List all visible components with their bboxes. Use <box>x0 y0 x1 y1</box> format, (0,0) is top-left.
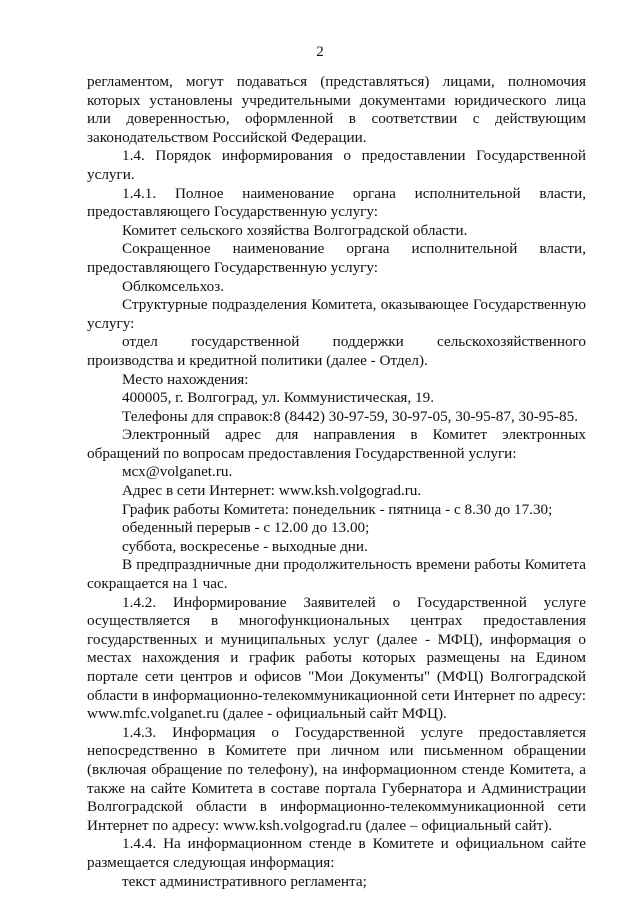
paragraph: Телефоны для справок:8 (8442) 30-97-59, 30-97-05, 30-95-87, 30-95-85. <box>122 407 579 425</box>
paragraph: Электронный адрес для направления в Комитет электронных обращений по вопросам предоставления Государственной услуги: <box>87 426 586 462</box>
page-number: 2 <box>316 44 324 60</box>
paragraph: Облкомсельхоз. <box>122 277 224 295</box>
paragraph: Структурные подразделения Комитета, оказывающее Государственную услугу: <box>87 296 586 332</box>
document-body <box>87 73 586 891</box>
paragraph: отдел государственной поддержки сельскохозяйственного производства и кредитной политики (далее - Отдел). <box>87 333 586 369</box>
paragraph: 1.4.2. Информирование Заявителей о Государственной услуге осуществляется в многофункциональных центрах предоставления государственных и муниципальных услуг (далее - МФЦ), информация о местах нахождения и график работы которых размещены на Едином портале сети центров и офисов "Мои Документы" (МФЦ) Волгоградской области в информационно-телекоммуникационной сети Интернет по адресу: www.mfc.volganet.ru (далее - официальный сайт МФЦ). <box>87 593 586 723</box>
paragraph: 1.4. Порядок информирования о предоставлении Государственной услуги. <box>87 147 586 183</box>
paragraph: обеденный перерыв - с 12.00 до 13.00; <box>122 519 370 537</box>
paragraph: 400005, г. Волгоград, ул. Коммунистическая, 19. <box>122 389 435 407</box>
paragraph: 1.4.3. Информация о Государственной услуге предоставляется непосредственно в Комитете при личном или письменном обращении (включая обращение по телефону), на информационном стенде Комитета, а также на сайте Комитета в составе портала Губернатора и Администрации Волгоградской области в информационно-телекоммуникационной сети Интернет по адресу: www.ksh.volgograd.ru (далее – официальный сайт). <box>87 723 586 834</box>
paragraph: График работы Комитета: понедельник - пятница - с 8.30 до 17.30; <box>122 500 553 518</box>
paragraph: 1.4.4. На информационном стенде в Комитете и официальном сайте размещается следующая информация: <box>87 835 586 871</box>
paragraph: Сокращенное наименование органа исполнительной власти, предоставляющего Государственную услугу: <box>87 240 586 276</box>
paragraph: текст административного регламента; <box>122 872 367 890</box>
paragraph: Место нахождения: <box>122 370 249 388</box>
paragraph: Адрес в сети Интернет: www.ksh.volgograd.ru. <box>122 482 422 500</box>
paragraph: 1.4.1. Полное наименование органа исполнительной власти, предоставляющего Государственную услугу: <box>87 184 586 221</box>
paragraph: суббота, воскресенье - выходные дни. <box>122 537 368 555</box>
paragraph: Комитет сельского хозяйства Волгоградской области. <box>122 221 468 239</box>
paragraph: В предпраздничные дни продолжительность времени работы Комитета сокращается на 1 час. <box>87 556 586 593</box>
paragraph: мсх@volganet.ru. <box>122 463 233 481</box>
paragraph: регламентом, могут подаваться (представляться) лицами, полномочия которых установлены учредительными документами юридического лица или доверенностью, оформленной в соответствии с действующим законодательством Российской Федерации. <box>87 73 586 146</box>
